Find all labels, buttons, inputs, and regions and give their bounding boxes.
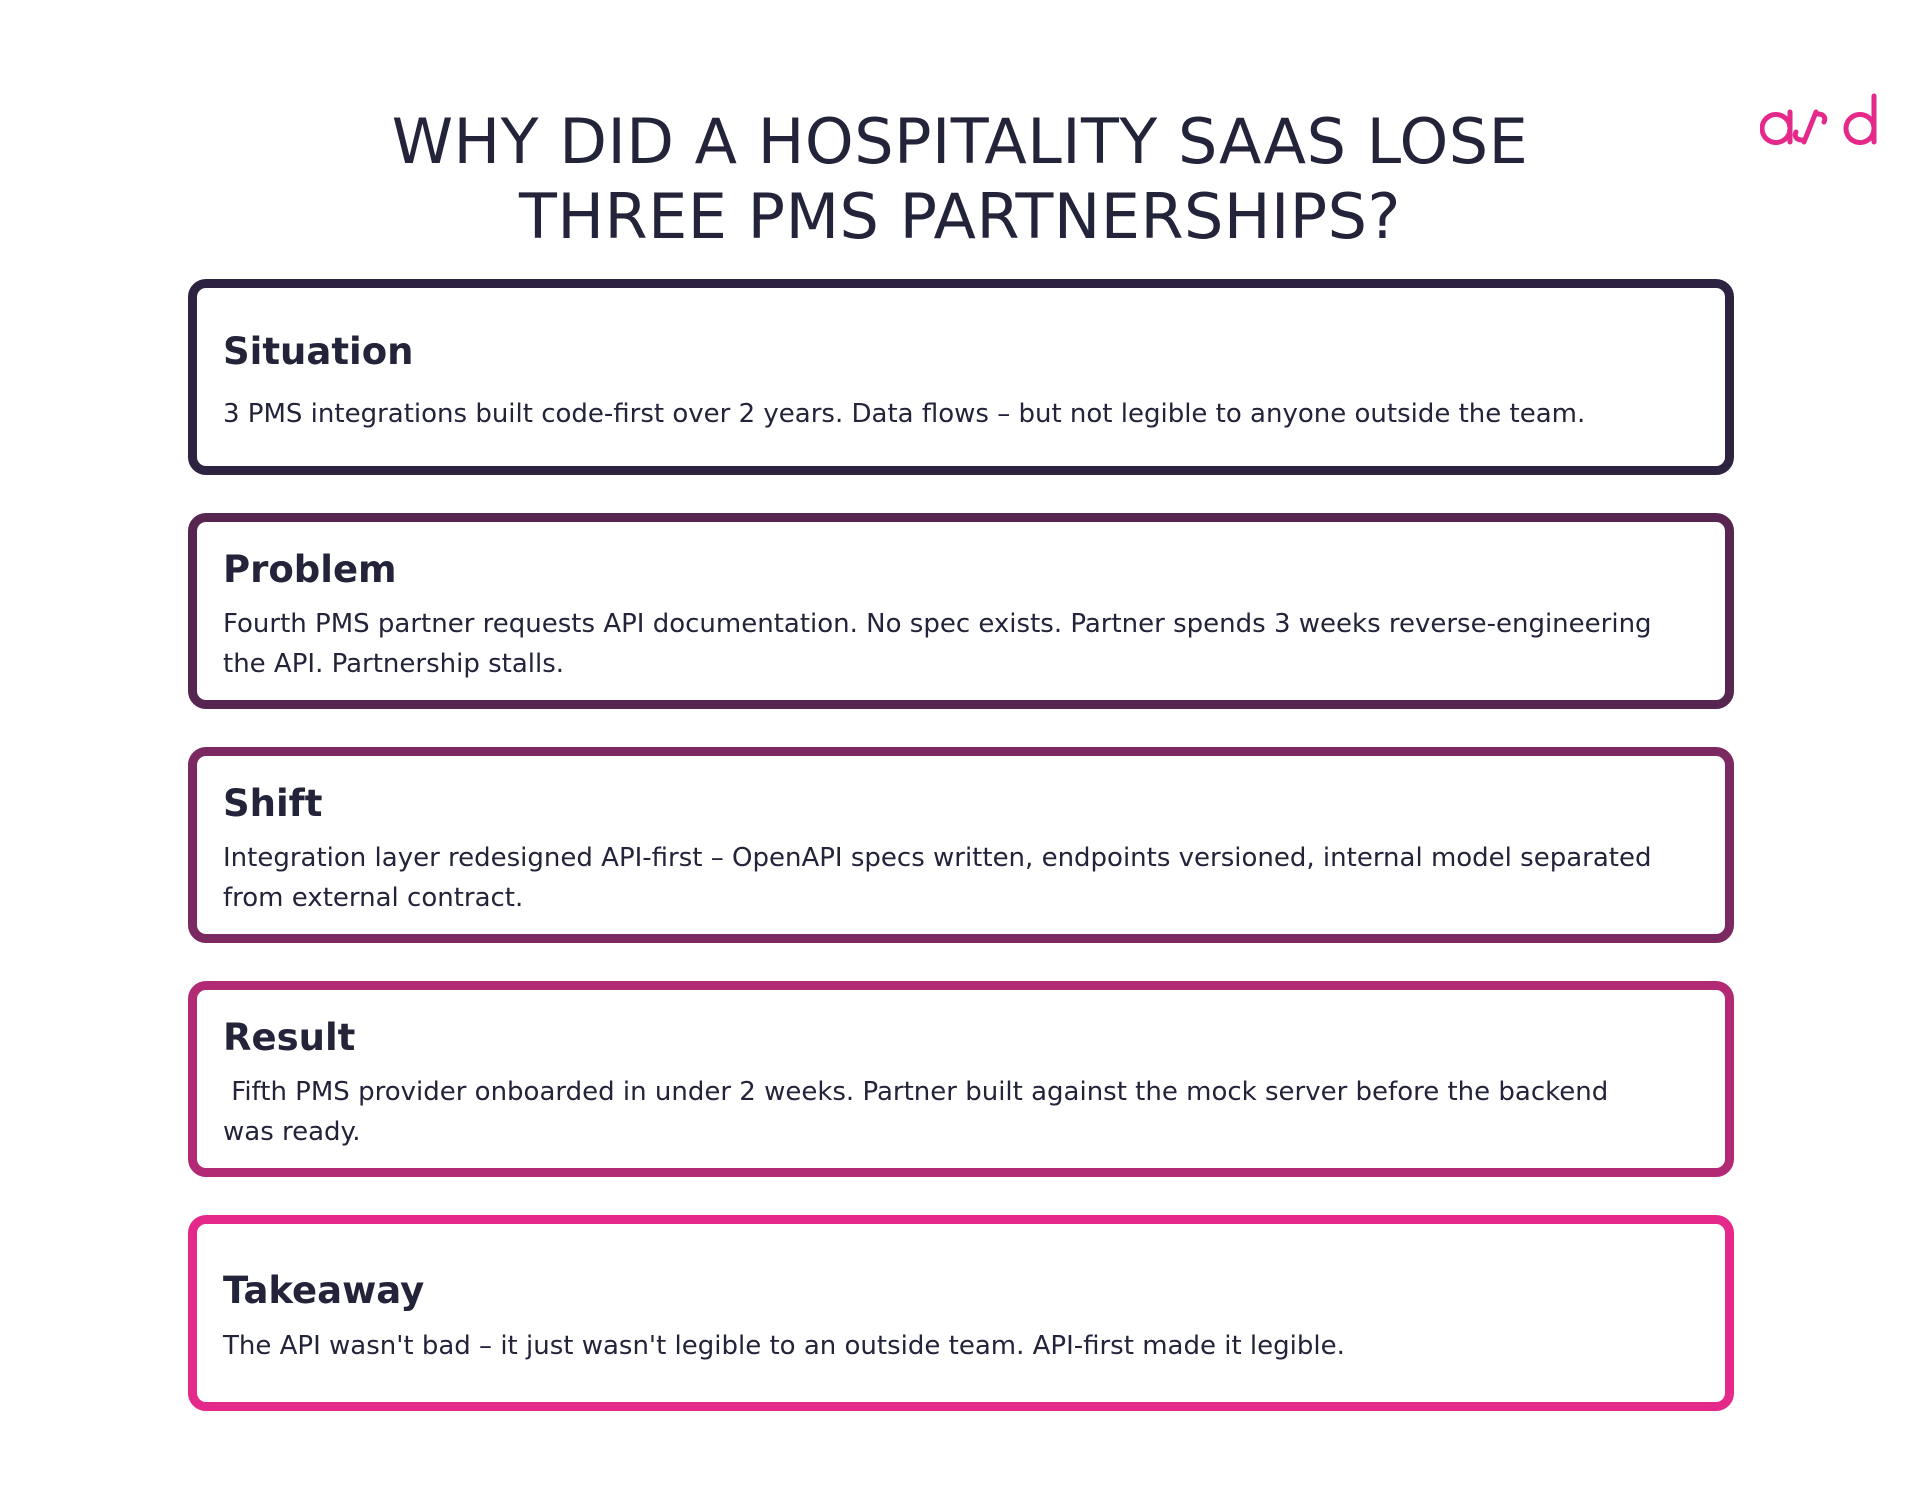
page-title xyxy=(0,104,1920,254)
page-title-line-2: THREE PMS PARTNERSHIPS? xyxy=(519,179,1401,253)
card-heading: Result xyxy=(223,1016,356,1059)
card-body: Fourth PMS partner requests API documentation. No spec exists. Partner spends 3 weeks reverse-engineering the API. Partnership stalls. xyxy=(223,609,1660,679)
card-situation xyxy=(188,279,1734,475)
card-heading: Shift xyxy=(223,782,323,825)
card-result xyxy=(188,981,1734,1177)
asd-logo xyxy=(1760,92,1880,150)
card-heading: Takeaway xyxy=(223,1269,425,1312)
card-body: The API wasn't bad – it just wasn't legible to an outside team. API-first made it legible. xyxy=(223,1331,1345,1361)
card-problem xyxy=(188,513,1734,709)
card-heading: Situation xyxy=(223,330,414,373)
card-takeaway xyxy=(188,1215,1734,1411)
page-title-line-1: WHY DID A HOSPITALITY SAAS LOSE xyxy=(391,104,1529,178)
card-shift xyxy=(188,747,1734,943)
card-heading: Problem xyxy=(223,548,397,591)
card-body: Integration layer redesigned API-first – OpenAPI specs written, endpoints versioned, internal model separated from external contract. xyxy=(223,843,1660,913)
card-body: Fifth PMS provider onboarded in under 2 weeks. Partner built against the mock server before the backend was ready. xyxy=(223,1077,1617,1147)
card-body: 3 PMS integrations built code-first over 2 years. Data flows – but not legible to anyone outside the team. xyxy=(223,399,1586,429)
